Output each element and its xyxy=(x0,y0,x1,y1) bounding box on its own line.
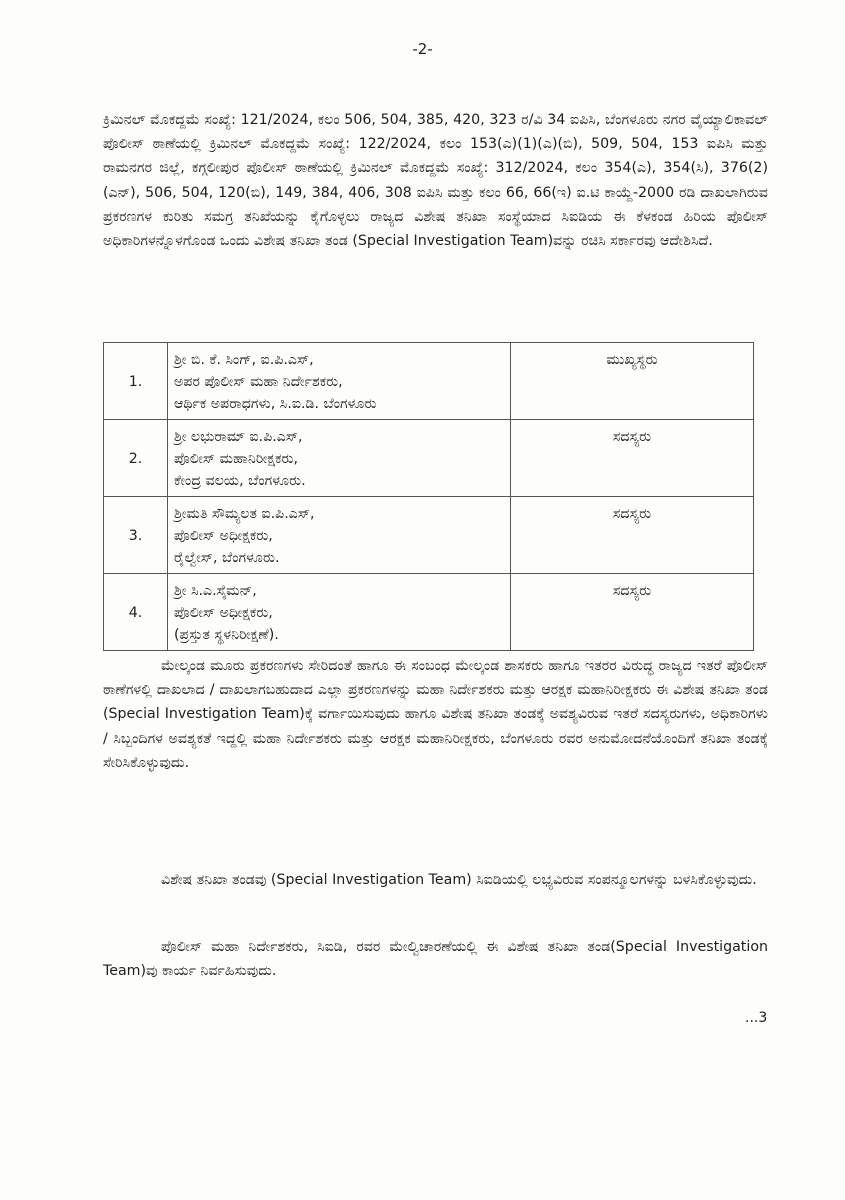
member-role: ಮುಖ್ಯಸ್ಥರು xyxy=(511,343,754,420)
member-office: ಆರ್ಥಿಕ ಅಪರಾಧಗಳು, ಸಿ.ಐ.ಡಿ. ಬೆಂಗಳೂರು xyxy=(174,396,377,412)
member-role: ಸದಸ್ಯರು xyxy=(511,497,754,574)
paragraph-case-transfer: ಮೇಲ್ಕಂಡ ಮೂರು ಪ್ರಕರಣಗಳು ಸೇರಿದಂತೆ ಹಾಗೂ ಈ ಸಂಬಂಧ ಮೇಲ್ಕಂಡ ಶಾಸಕರು ಹಾಗೂ ಇತರರ ವಿರುದ್ಧ ರಾಜ್ಯದ ಇತರೆ ಪೊಲೀಸ್ ಠಾಣೆಗಳಲ್ಲಿ ದಾಖಲಾದ / ದಾಖಲಾಗಬಹುದಾದ ಎಲ್ಲಾ ಪ್ರಕರಣಗಳನ್ನು ಮಹಾ ನಿರ್ದೇಶಕರು ಮತ್ತು ಆರಕ್ಷಕ ಮಹಾನಿರೀಕ್ಷಕರು ಈ ವಿಶೇಷ ತನಿಖಾ ತಂಡ (Special Investigation Team)ಕ್ಕೆ ವರ್ಗಾಯಿಸುವುದು ಹಾಗೂ ವಿಶೇಷ ತನಿಖಾ ತಂಡಕ್ಕೆ ಅವಶ್ಯವಿರುವ ಇತರೆ ಸದಸ್ಯರುಗಳು, ಅಧಿಕಾರಿಗಳು / ಸಿಬ್ಬಂದಿಗಳ ಅವಶ್ಯಕತೆ ಇದ್ದಲ್ಲಿ ಮಹಾ ನಿರ್ದೇಶಕರು ಮತ್ತು ಆರಕ್ಷಕ ಮಹಾನಿರೀಕ್ಷಕರು, ಬೆಂಗಳೂರು ರವರ ಅನುಮೋದನೆಯೊಂದಿಗೆ ತನಿಖಾ ತಂಡಕ್ಕೆ ಸೇರಿಸಿಕೊಳ್ಳುವುದು. xyxy=(103,658,768,771)
member-number: 2. xyxy=(104,420,168,497)
member-details xyxy=(168,574,511,651)
page-number: -2- xyxy=(412,40,433,58)
member-details xyxy=(168,497,511,574)
member-designation: ಪೊಲೀಸ್ ಮಹಾನಿರೀಕ್ಷಕರು, xyxy=(174,451,299,467)
member-name: ಶ್ರೀ ಲಭುರಾಮ್ ಐ.ಪಿ.ಎಸ್, xyxy=(174,429,303,445)
member-role: ಸದಸ್ಯರು xyxy=(511,574,754,651)
member-name: ಶ್ರೀ ಬಿ. ಕೆ. ಸಿಂಗ್, ಐ.ಪಿ.ಎಸ್, xyxy=(174,352,314,368)
paragraph-supervision: ಪೊಲೀಸ್ ಮಹಾ ನಿರ್ದೇಶಕರು, ಸಿಐಡಿ, ರವರ ಮೇಲ್ವಿಚಾರಣೆಯಲ್ಲಿ ಈ ವಿಶೇಷ ತನಿಖಾ ತಂಡ(Special Investigation Team)ವು ಕಾರ್ಯ ನಿರ್ವಹಿಸುವುದು. xyxy=(103,939,768,980)
member-designation: ಪೊಲೀಸ್ ಅಧೀಕ್ಷಕರು, xyxy=(174,605,273,621)
table-row xyxy=(104,343,754,420)
member-number: 4. xyxy=(104,574,168,651)
member-designation: ಪೊಲೀಸ್ ಅಧೀಕ್ಷಕರು, xyxy=(174,528,273,544)
member-details xyxy=(168,343,511,420)
table-row xyxy=(104,420,754,497)
paragraph-resources: ವಿಶೇಷ ತನಿಖಾ ತಂಡವು (Special Investigation Team) ಸಿಐಡಿಯಲ್ಲಿ ಲಭ್ಯವಿರುವ ಸಂಪನ್ಮೂಲಗಳನ್ನು ಬಳಸಿಕೊಳ್ಳುವುದು. xyxy=(161,872,757,888)
continuation-marker: ...3 xyxy=(745,1010,768,1026)
table-row xyxy=(104,574,754,651)
member-name: ಶ್ರೀ ಸಿ.ಎ.ಸೈಮನ್, xyxy=(174,583,257,599)
member-office: ರೈಲ್ವೇಸ್, ಬೆಂಗಳೂರು. xyxy=(174,550,280,566)
sit-members-table xyxy=(103,342,754,651)
member-number: 3. xyxy=(104,497,168,574)
member-designation: ಅಪರ ಪೊಲೀಸ್ ಮಹಾ ನಿರ್ದೇಶಕರು, xyxy=(174,374,343,390)
member-office: (ಪ್ರಸ್ತುತ ಸ್ಥಳನಿರೀಕ್ಷಣೆ). xyxy=(174,627,279,643)
member-number: 1. xyxy=(104,343,168,420)
member-role: ಸದಸ್ಯರು xyxy=(511,420,754,497)
paragraph-case-details: ಕ್ರಿಮಿನಲ್ ಮೊಕದ್ದಮೆ ಸಂಖ್ಯೆ: 121/2024, ಕಲಂ 506, 504, 385, 420, 323 ರ/ವಿ 34 ಐಪಿಸಿ, ಬೆಂಗಳೂರು ನಗರ ವೈಯ್ಯಾಲಿಕಾವಲ್ ಪೊಲೀಸ್ ಠಾಣೆಯಲ್ಲಿ ಕ್ರಿಮಿನಲ್ ಮೊಕದ್ದಮೆ ಸಂಖ್ಯೆ: 122/2024, ಕಲಂ 153(ಎ)(1)(ಎ)(ಬಿ), 509, 504, 153 ಐಪಿಸಿ ಮತ್ತು ರಾಮನಗರ ಜಿಲ್ಲೆ, ಕಗ್ಗಲೀಪುರ ಪೊಲೀಸ್ ಠಾಣೆಯಲ್ಲಿ ಕ್ರಿಮಿನಲ್ ಮೊಕದ್ದಮೆ ಸಂಖ್ಯೆ: 312/2024, ಕಲಂ 354(ಎ), 354(ಸಿ), 376(2)(ಎನ್), 506, 504, 120(ಬಿ), 149, 384, 406, 308 ಐಪಿಸಿ ಮತ್ತು ಕಲಂ 66, 66(ಇ) ಐ.ಟಿ ಕಾಯ್ದೆ-2000 ರಡಿ ದಾಖಲಾಗಿರುವ ಪ್ರಕರಣಗಳ ಕುರಿತು ಸಮಗ್ರ ತನಿಖೆಯನ್ನು ಕೈಗೊಳ್ಳಲು ರಾಜ್ಯದ ವಿಶೇಷ ತನಿಖಾ ಸಂಸ್ಥೆಯಾದ ಸಿಐಡಿಯ ಈ ಕೆಳಕಂಡ ಹಿರಿಯ ಪೊಲೀಸ್ ಅಧಿಕಾರಿಗಳನ್ನೊಳಗೊಂಡ ಒಂದು ವಿಶೇಷ ತನಿಖಾ ತಂಡ (Special Investigation Team)ವನ್ನು ರಚಿಸಿ ಸರ್ಕಾರವು ಆದೇಶಿಸಿದೆ. xyxy=(103,112,768,250)
member-name: ಶ್ರೀಮತಿ ಸೌಮ್ಯಲತ ಐ.ಪಿ.ಎಸ್, xyxy=(174,506,315,522)
member-office: ಕೇಂದ್ರ ವಲಯ, ಬೆಂಗಳೂರು. xyxy=(174,473,306,489)
table-row xyxy=(104,497,754,574)
member-details xyxy=(168,420,511,497)
